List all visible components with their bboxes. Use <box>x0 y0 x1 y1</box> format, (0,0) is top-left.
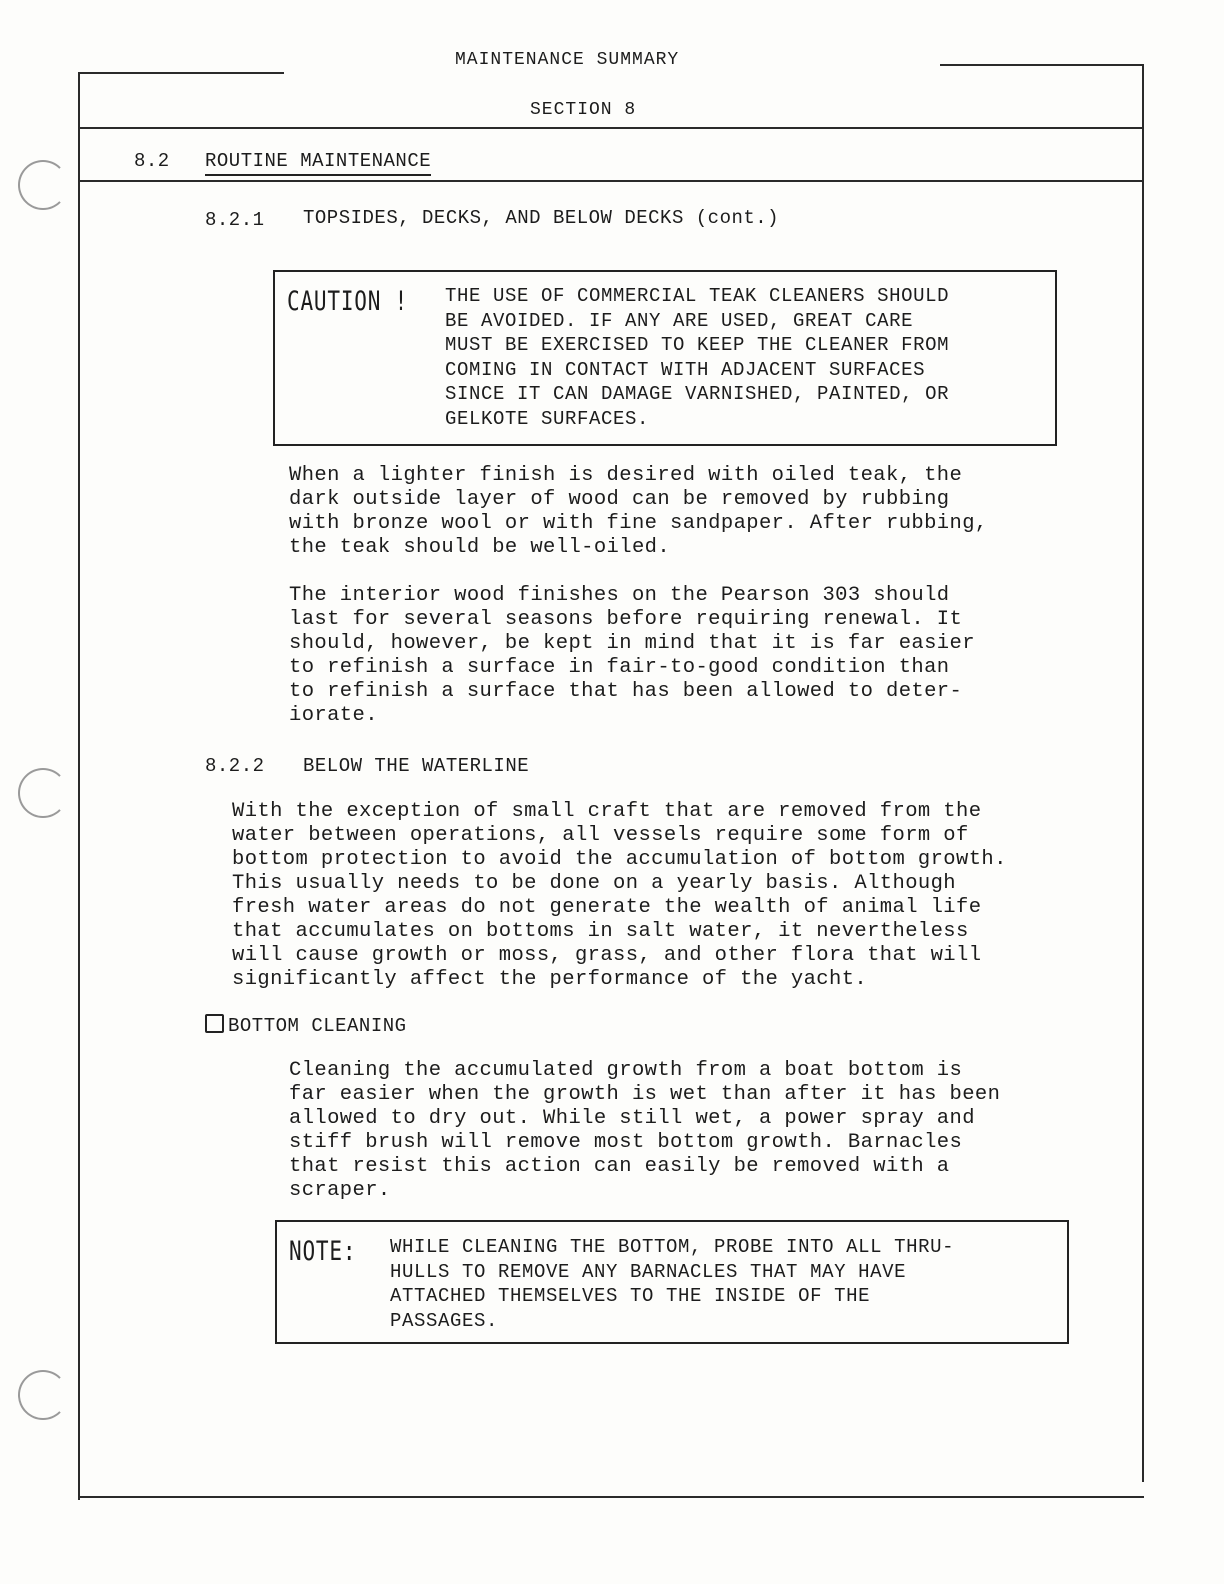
frame-right-rule <box>1142 64 1144 1482</box>
subsection-2-title: BELOW THE WATERLINE <box>303 755 530 777</box>
section-title: ROUTINE MAINTENANCE <box>205 150 431 176</box>
subsection-2-number: 8.2.2 <box>205 755 265 777</box>
frame-bottom-rule <box>78 1496 1144 1498</box>
note-box <box>275 1220 1069 1344</box>
subsection-1-number: 8.2.1 <box>205 209 265 231</box>
frame-top-right-rule <box>940 64 1144 66</box>
header-title: MAINTENANCE SUMMARY <box>455 50 680 70</box>
paragraph-bottom-cleaning: Cleaning the accumulated growth from a boat bottom is far easier when the growth is wet than after it has been allowed to dry out. While still wet, a power spray and stiff brush will remove most bottom growth. Barnacles that resist this action can easily be removed with a scraper. <box>289 1059 1001 1202</box>
subsection-1-title: TOPSIDES, DECKS, AND BELOW DECKS (cont.) <box>303 207 780 229</box>
caution-text: THE USE OF COMMERCIAL TEAK CLEANERS SHOULD BE AVOIDED. IF ANY ARE USED, GREAT CARE MUST BE EXERCISED TO KEEP THE CLEANER FROM COMING IN CONTACT WITH ADJACENT SURFACES SINCE IT CAN DAMAGE VARNISHED, PAINTED, OR GELKOTE SURFACES. <box>445 285 950 430</box>
paragraph-below-waterline: With the exception of small craft that are removed from the water between operations, all vessels require some form of bottom protection to avoid the accumulation of bottom growth. This usually needs to be done on a yearly basis. Although fresh water areas do not generate the wealth of animal life that accumulates on bottoms in salt water, it nevertheless will cause growth or moss, grass, and other flora that will significantly affect the performance of the yacht. <box>232 800 1007 991</box>
note-label: NOTE: <box>289 1236 357 1267</box>
checkbox-icon <box>205 1014 224 1033</box>
paragraph-interior-finishes: The interior wood finishes on the Pearson 303 should last for several seasons before requiring renewal. It should, however, be kept in mind that it is far easier to refinish a surface in fair-to-good condition than to refinish a surface that has been allowed to deter- iorate. <box>289 584 975 727</box>
caution-box <box>273 270 1057 446</box>
section-number: 8.2 <box>134 150 170 172</box>
bottom-cleaning-title: BOTTOM CLEANING <box>228 1015 407 1037</box>
bottom-cleaning-heading <box>205 1014 407 1037</box>
header-divider <box>78 127 1144 129</box>
binder-hole-middle <box>18 768 68 818</box>
note-text: WHILE CLEANING THE BOTTOM, PROBE INTO ALL THRU- HULLS TO REMOVE ANY BARNACLES THAT MAY HAVE ATTACHED THEMSELVES TO THE INSIDE OF THE PASSAGES. <box>390 1236 955 1332</box>
frame-top-left-rule <box>78 72 284 74</box>
binder-hole-top <box>18 160 68 210</box>
paragraph-lighter-finish: When a lighter finish is desired with oiled teak, the dark outside layer of wood can be removed by rubbing with bronze wool or with fine sandpaper. After rubbing, the teak should be well-oiled. <box>289 464 988 559</box>
caution-label: CAUTION ! <box>287 286 409 317</box>
section-divider <box>78 180 1144 182</box>
frame-left-rule <box>78 72 80 1500</box>
header-section: SECTION 8 <box>530 100 637 120</box>
binder-hole-bottom <box>18 1370 68 1420</box>
